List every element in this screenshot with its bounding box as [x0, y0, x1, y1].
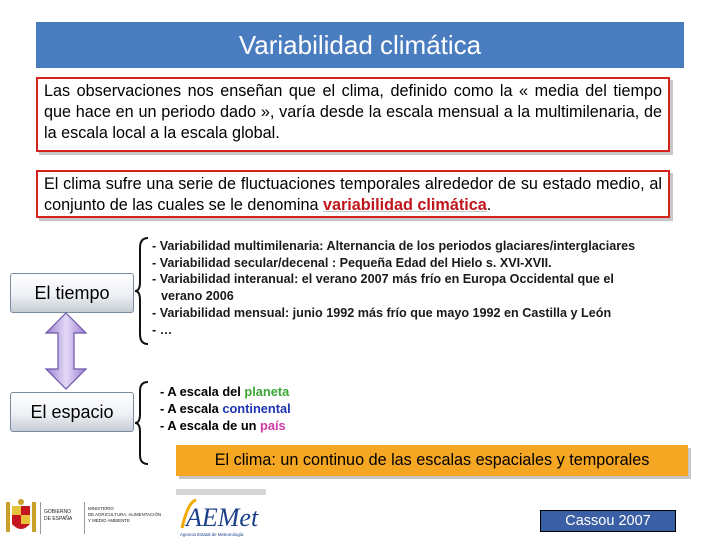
aemet-logo [178, 496, 288, 538]
list-item [160, 384, 291, 401]
credit-badge [540, 510, 676, 532]
scale-word: país [260, 417, 286, 433]
list-item: - Variabilidad interanual: el verano 2007 más frío en Europa Occidental que el [152, 272, 614, 287]
divider [176, 489, 266, 495]
list-item: verano 2006 [161, 289, 234, 304]
scale-word: continental [222, 400, 291, 416]
definition-paragraph-box [36, 170, 670, 218]
conclusion-text: El clima: un continuo de las escalas espaciales y temporales [214, 451, 650, 469]
list-item: - Variabilidad multimilenaria: Alternancia de los periodos glaciares/interglaciares [152, 239, 636, 253]
label-tiempo [10, 273, 134, 313]
definition-text: El clima sufre una serie de fluctuaciones temporales alrededor de su estado medio, al conjunto de las cuales se le denomina [44, 175, 662, 214]
label-espacio [10, 392, 134, 432]
slide-title-text: Variabilidad climática [238, 29, 482, 60]
coat-of-arms-icon [6, 499, 36, 532]
definition-end: . [486, 196, 492, 214]
conclusion-banner [176, 445, 688, 476]
time-scales-list [152, 238, 712, 338]
scale-prefix: - A escala [160, 400, 223, 416]
scale-word: planeta [244, 384, 290, 399]
ministry-line-1: MINISTERIO [88, 506, 114, 511]
gov-line-2: DE ESPAÑA [44, 516, 73, 522]
list-item [160, 418, 291, 435]
gov-line-1: GOBIERNO [44, 509, 71, 515]
aemet-wordmark: AEMet [186, 503, 259, 532]
aemet-subtitle: Agencia Estatal de Meteorología [180, 532, 244, 537]
label-tiempo-text: El tiempo [34, 282, 110, 303]
double-arrow-icon [38, 311, 94, 391]
label-espacio-text: El espacio [30, 401, 114, 422]
ministry-line-3: Y MEDIO AMBIENTE [88, 518, 130, 523]
government-logo [4, 498, 162, 538]
list-item: - Variabilidad secular/decenal : Pequeña Edad del Hielo s. XVI-XVII. [152, 255, 552, 270]
list-item: - Variabilidad mensual: junio 1992 más frío que mayo 1992 en Castilla y León [152, 305, 612, 320]
scale-prefix: - A escala de un [160, 417, 261, 433]
left-brace-icon [134, 380, 150, 466]
left-brace-icon [134, 236, 150, 346]
space-scales-list [160, 384, 291, 434]
list-item [160, 401, 291, 418]
ministry-line-2: DE AGRICULTURA, ALIMENTACIÓN [88, 512, 162, 517]
credit-text: Cassou 2007 [565, 513, 651, 529]
intro-paragraph: Las observaciones nos enseñan que el clima, definido como la « media del tiempo que hace en un periodo dado », varía desde la escala mensual a la multimilenaria, de la escala local a la escala global. [44, 82, 662, 142]
slide-title [36, 22, 684, 68]
intro-paragraph-box [36, 77, 670, 152]
scale-prefix: - A escala del [160, 384, 245, 399]
list-item: - … [152, 322, 173, 337]
definition-highlight: variabilidad climática [322, 196, 487, 214]
